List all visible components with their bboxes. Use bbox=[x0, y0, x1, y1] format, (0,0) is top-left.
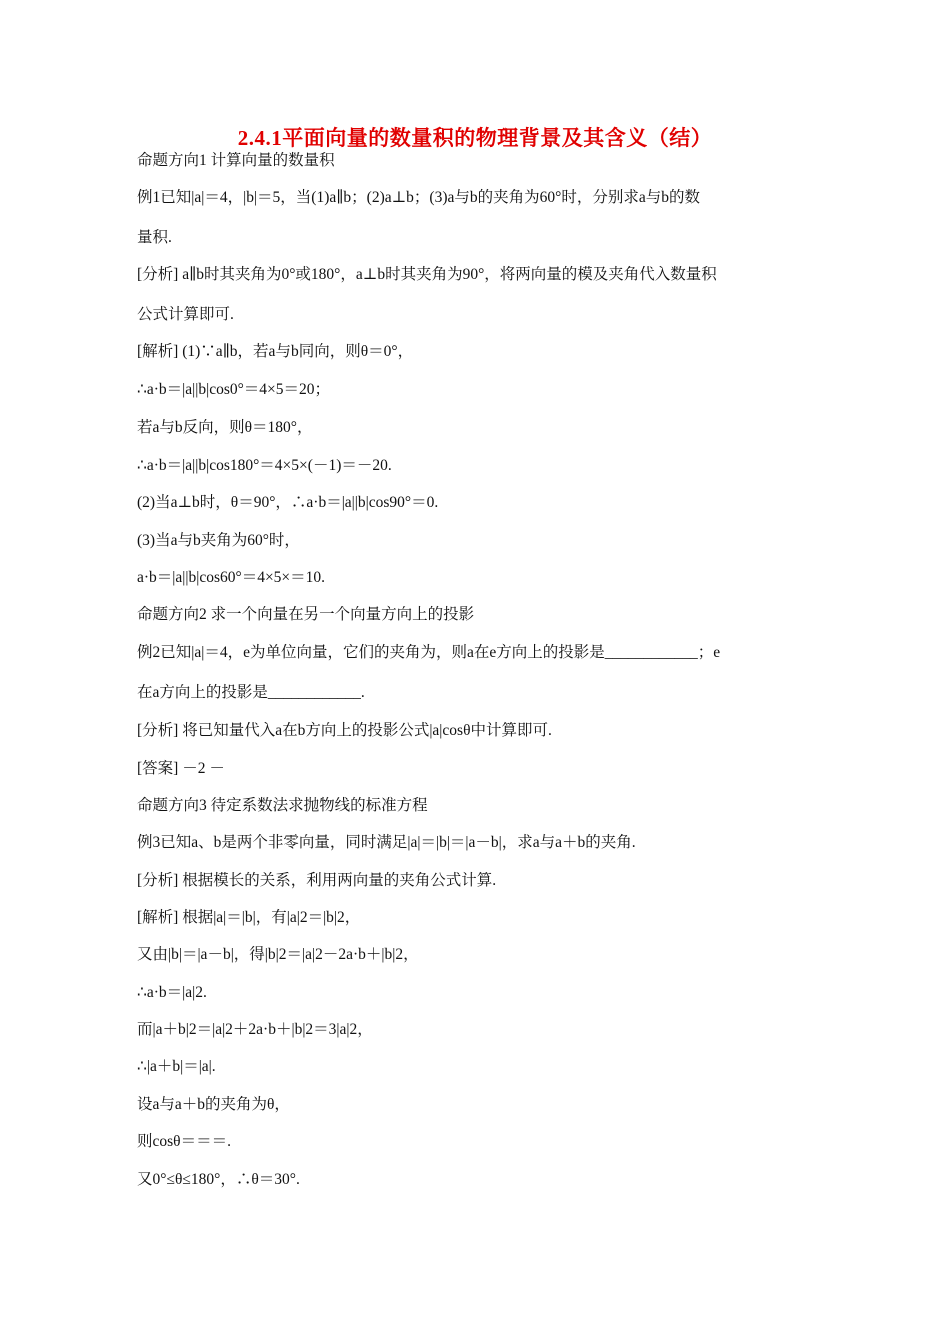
example-3: 例3已知a、b是两个非零向量，同时满足|a|＝|b|＝|a－b|，求a与a＋b的夹角. bbox=[137, 834, 636, 851]
analysis-1-line-1: [分析] a∥b时其夹角为0°或180°，a⊥b时其夹角为90°，将两向量的模及夹角代入数量积 bbox=[137, 266, 717, 283]
solution-3-line-4: 而|a＋b|2＝|a|2＋2a·b＋|b|2＝3|a|2， bbox=[137, 1021, 373, 1038]
solution-1-line-5: (2)当a⊥b时，θ＝90°，∴a·b＝|a||b|cos90°＝0. bbox=[137, 494, 439, 511]
solution-3-line-8: 又0°≤θ≤180°，∴θ＝30°. bbox=[137, 1171, 300, 1188]
solution-1-line-1: [解析] (1)∵a∥b，若a与b同向，则θ＝0°， bbox=[137, 343, 414, 360]
example-2-line-1: 例2已知|a|＝4，e为单位向量，它们的夹角为，则a在e方向上的投影是____________；e bbox=[137, 644, 721, 661]
solution-3-line-7: 则cosθ＝＝＝. bbox=[137, 1133, 231, 1150]
analysis-2: [分析] 将已知量代入a在b方向上的投影公式|a|cosθ中计算即可. bbox=[137, 722, 552, 739]
solution-1-line-4: ∴a·b＝|a||b|cos180°＝4×5×(－1)＝－20. bbox=[137, 457, 392, 474]
answer-2: [答案] －2 － bbox=[137, 760, 225, 777]
solution-3-line-1: [解析] 根据|a|＝|b|，有|a|2＝|b|2， bbox=[137, 909, 361, 926]
solution-1-line-6: (3)当a与b夹角为60°时， bbox=[137, 532, 300, 549]
page-title: 2.4.1平面向量的数量积的物理背景及其含义（结） bbox=[237, 126, 713, 150]
solution-3-line-6: 设a与a＋b的夹角为θ， bbox=[137, 1096, 290, 1113]
analysis-1-line-2: 公式计算即可. bbox=[137, 306, 234, 323]
solution-1-line-3: 若a与b反向，则θ＝180°， bbox=[137, 419, 313, 436]
solution-3-line-3: ∴a·b＝|a|2. bbox=[137, 984, 207, 1001]
example-1-line-2: 量积. bbox=[137, 229, 172, 246]
solution-1-line-7: a·b＝|a||b|cos60°＝4×5×＝10. bbox=[137, 569, 326, 586]
section-heading-2: 命题方向2 求一个向量在另一个向量方向上的投影 bbox=[137, 606, 475, 623]
analysis-3: [分析] 根据模长的关系，利用两向量的夹角公式计算. bbox=[137, 872, 497, 889]
solution-3-line-2: 又由|b|＝|a－b|，得|b|2＝|a|2－2a·b＋|b|2， bbox=[137, 946, 419, 963]
section-heading-3: 命题方向3 待定系数法求抛物线的标准方程 bbox=[137, 797, 428, 814]
section-heading-1: 命题方向1 计算向量的数量积 bbox=[137, 152, 335, 169]
example-1-line-1: 例1已知|a|＝4，|b|＝5，当(1)a∥b；(2)a⊥b；(3)a与b的夹角为60°时，分别求a与b的数 bbox=[137, 189, 700, 206]
solution-3-line-5: ∴|a＋b|＝|a|. bbox=[137, 1058, 216, 1075]
solution-1-line-2: ∴a·b＝|a||b|cos0°＝4×5＝20； bbox=[137, 381, 331, 398]
example-2-line-2: 在a方向上的投影是____________. bbox=[137, 684, 365, 701]
